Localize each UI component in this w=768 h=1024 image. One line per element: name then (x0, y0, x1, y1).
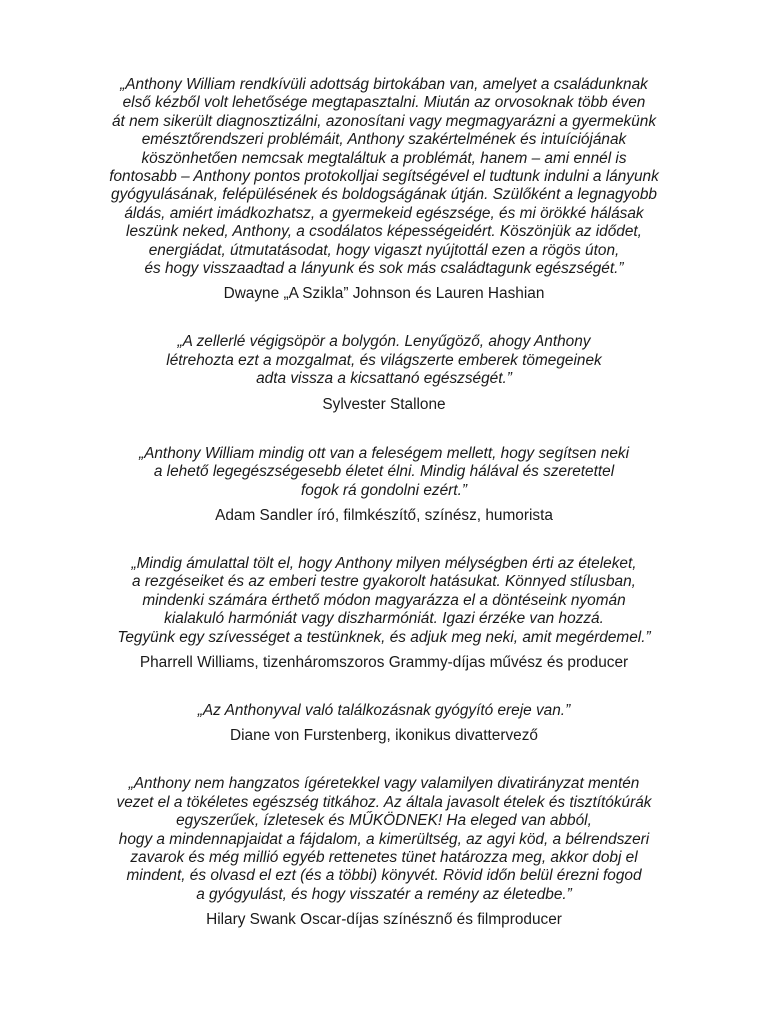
quote-line: köszönhetően nemcsak megtaláltuk a problémát, hanem – ami ennél is (141, 149, 627, 167)
testimonial-block (0, 445, 768, 525)
testimonial-author: Dwayne „A Szikla” Johnson és Lauren Hashian (223, 285, 545, 303)
quote-line: vezet el a tökéletes egészség titkához. Az általa javasolt ételek és tisztítókúrák (116, 793, 652, 811)
quote-line: a rezgéseiket és az emberi testre gyakorolt hatásukat. Könnyed stílusban, (132, 573, 636, 591)
quote-line: „A zellerlé végigsöpör a bolygón. Lenyűgöző, ahogy Anthony (177, 333, 591, 351)
testimonial-author: Adam Sandler író, filmkészítő, színész, humorista (215, 506, 553, 524)
quote-line: a gyógyulást, és hogy visszatér a remény az életedbe.” (196, 885, 572, 903)
quote-line: „Anthony William mindig ott van a feleségem mellett, hogy segítsen neki (138, 444, 630, 462)
testimonial-quote (0, 775, 768, 904)
quote-line: áldás, amiért imádkozhatsz, a gyermekeid egészsége, és mi örökké hálásak (124, 204, 644, 222)
quote-line: „Az Anthonyval való találkozásnak gyógyító ereje van.” (197, 701, 571, 719)
testimonial-block (0, 775, 768, 929)
quote-line: „Anthony William rendkívüli adottság birtokában van, amelyet a családunknak (120, 76, 648, 93)
quote-line: létrehozta ezt a mozgalmat, és világszerte emberek tömegeinek (166, 351, 602, 369)
quote-line: és hogy visszaadtad a lányunk és sok más családtagunk egészségét.” (144, 260, 624, 278)
testimonial-quote (0, 333, 768, 388)
testimonial-author: Pharrell Williams, tizenháromszoros Grammy-díjas művész és producer (139, 653, 629, 671)
testimonial-quote (0, 445, 768, 500)
testimonial-block (0, 333, 768, 413)
quote-line: fogok rá gondolni ezért.” (301, 481, 467, 499)
testimonial-quote (0, 702, 768, 720)
quote-line: mindenki számára érthető módon magyarázza el a döntéseink nyomán (142, 591, 626, 609)
testimonial-author: Hilary Swank Oscar-díjas színésznő és filmproducer (206, 911, 562, 929)
quote-line: Tegyünk egy szívességet a testünknek, és adjuk meg neki, amit megérdemel.” (117, 628, 651, 646)
testimonial-quote (0, 555, 768, 647)
testimonial-author: Diane von Furstenberg, ikonikus divattervező (230, 727, 538, 745)
quote-line: gyógyulásának, felépülésének és boldogságának útján. Szülőként a legnagyobb (111, 186, 657, 204)
quote-line: egyszerűek, ízletesek és MŰKÖDNEK! Ha eleged van abból, (176, 812, 592, 830)
quote-line: energiádat, útmutatásodat, hogy vigaszt nyújtottál ezen a rögös úton, (148, 241, 620, 259)
testimonial-block (0, 76, 768, 303)
quote-line: „Anthony nem hangzatos ígéretekkel vagy valamilyen divatirányzat mentén (128, 775, 640, 793)
testimonial-quote (0, 76, 768, 278)
quote-line: mindent, és olvasd el ezt (és a többi) könyvét. Rövid időn belül érezni fogod (126, 867, 642, 885)
quote-line: fontosabb – Anthony pontos protokolljai segítségével el tudtunk indulni a lányunk (109, 168, 659, 186)
testimonials-page (0, 76, 768, 929)
testimonial-author: Sylvester Stallone (322, 395, 446, 413)
quote-line: első kézből volt lehetősége megtapasztalni. Miután az orvosoknak több éven (122, 94, 646, 112)
quote-line: leszünk neked, Anthony, a csodálatos képességeidért. Köszönjük az idődet, (126, 223, 642, 241)
quote-line: zavarok és még millió egyéb rettenetes tünet határozza meg, akkor dobj el (130, 848, 638, 866)
testimonial-block (0, 702, 768, 745)
quote-line: emésztőrendszeri problémáit, Anthony szakértelmének és intuíciójának (141, 131, 627, 149)
quote-line: át nem sikerült diagnosztizálni, azonosítani vagy megmagyarázni a gyermekünk (111, 112, 657, 130)
quote-line: adta vissza a kicsattanó egészségét.” (256, 370, 512, 388)
quote-line: hogy a mindennapjaidat a fájdalom, a kimerültség, az agyi köd, a bélrendszeri (118, 830, 650, 848)
testimonial-block (0, 555, 768, 672)
quote-line: a lehető legegészségesebb életet élni. Mindig hálával és szeretettel (153, 463, 615, 481)
quote-line: „Mindig ámulattal tölt el, hogy Anthony milyen mélységben érti az ételeket, (131, 554, 637, 572)
quote-line: kialakuló harmóniát vagy diszharmóniát. Igazi érzéke van hozzá. (164, 610, 604, 628)
